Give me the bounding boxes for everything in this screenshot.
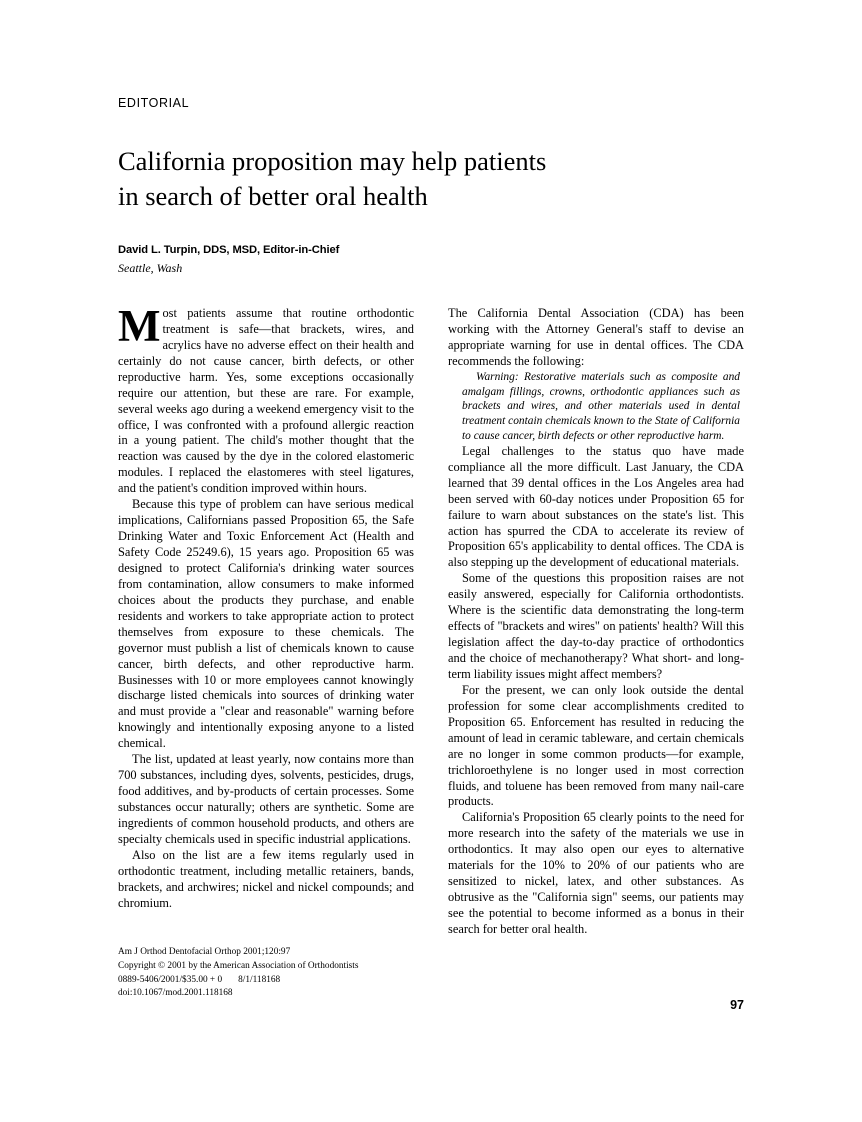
title-line-1: California proposition may help patients: [118, 146, 547, 176]
warning-blockquote: Warning: Restorative materials such as composite and amalgam fillings, crowns, orthodontic appliances such as brackets and wires, and other materials used in dental treatment contain chemicals known to the State of California to cause cancer, birth defects or other reproductive harm.: [462, 370, 740, 442]
drop-cap: M: [118, 300, 161, 351]
page-title: [118, 144, 744, 214]
author-affiliation: Seattle, Wash: [118, 260, 183, 275]
footer-copyright: Copyright © 2001 by the American Association of Orthodontists: [118, 960, 359, 971]
article-footer: [118, 946, 448, 1001]
footer-citation: Am J Orthod Dentofacial Orthop 2001;120:97: [118, 947, 291, 957]
paragraph: For the present, we can only look outside the dental profession for some clear accomplishments credited to Proposition 65. Enforcement has resulted in reducing the amount of lead in ceramic tableware, and certain chemicals are no longer in some common products—for example, trichloroethylene is no longer used in most correction fluids, and toluene has been removed from many nail-care products.: [448, 682, 744, 809]
paragraph: The California Dental Association (CDA) has been working with the Attorney General's staff to devise an appropriate warning for use in dental offices. The CDA recommends the following:: [448, 305, 744, 368]
paragraph: Some of the questions this proposition raises are not easily answered, especially for California orthodontists. Where is the scientific data demonstrating the long-term effects of "brackets and wires" on patients' health? Will this legislation affect the day-to-day practice of orthodontics and the choice of mechanotherapy? What short- and long-term liability issues might affect members?: [448, 571, 744, 681]
article-content: [118, 96, 744, 938]
page-number: 97: [730, 998, 744, 1012]
paragraph: Because this type of problem can have serious medical implications, Californians passed Proposition 65, the Safe Drinking Water and Toxic Enforcement Act (Health and Safety Code 25249.6), 15 years ago. Proposition 65 was designed to protect California's drinking water sources from contamination, allow consumers to make informed choices about the products they purchase, and enable residents and workers to take appropriate action to protect themselves from exposure to these chemicals. The governor must publish a list of chemicals known to cause cancer, birth defects, and other reproductive harm. Businesses with 10 or more employees cannot knowingly discharge listed chemicals into sources of drinking water and must provide a "clear and reasonable" warning before knowingly and intentionally exposing anyone to a listed chemical.: [118, 497, 414, 751]
footer-doi: doi:10.1067/mod.2001.118168: [118, 988, 233, 999]
footer-issn: 0889-5406/2001/$35.00 + 0: [118, 974, 223, 985]
paragraph: California's Proposition 65 clearly points to the need for more research into the safety of the materials we use in orthodontics. It may also open our eyes to alternative materials for the 10% to 20% of our patients who are sensitized to nickel, latex, and other substances. As obtrusive as the "California sign" seems, our patients may see the potential to become informed as a bonus in their search for better oral health.: [448, 810, 744, 936]
paragraph-text: ost patients assume that routine orthodontic treatment is safe—that brackets, wires, and acrylics have no adverse effect on their health and certainly do not cause cancer, birth defects, or other reproductive harm. Yes, some exceptions occasionally require our attention, but these are rare. For example, several weeks ago during a weekend emergency visit to the office, I was confronted with a profound allergic reaction in a young patient. The child's mother thought that the reaction was caused by the dye in the colored elastomeric modules. I replaced the elastomeres with steel ligatures, and the patient's condition improved within hours.: [118, 305, 414, 496]
title-line-2: in search of better oral health: [118, 180, 428, 211]
section-kicker: EDITORIAL: [118, 96, 190, 110]
footer-article-code: 8/1/118168: [238, 974, 281, 985]
footer-issn-line: [118, 974, 448, 988]
author-byline: David L. Turpin, DDS, MSD, Editor-in-Chief: [118, 243, 340, 256]
column-left: [118, 300, 414, 938]
paragraph: [118, 300, 414, 497]
column-right: [448, 306, 744, 938]
paragraph: Also on the list are a few items regularly used in orthodontic treatment, including metallic retainers, bands, brackets, and archwires; nickel and nickel compounds; and chromium.: [118, 847, 414, 910]
paragraph: The list, updated at least yearly, now contains more than 700 substances, including dyes, solvents, pesticides, drugs, food additives, and by-products of certain processes. Some substances occur naturally; others are synthetic. Some are ingredients of common household products, and others are specialty chemicals used in specific industrial applications.: [118, 752, 414, 846]
article-columns: [118, 300, 744, 938]
paragraph: Legal challenges to the status quo have made compliance all the more difficult. Last January, the CDA learned that 39 dental offices in the Los Angeles area had been served with 60-day notices under Proposition 65 for failure to warn about substances on the state's list. This action has spurred the CDA to accelerate its review of Proposition 65's applicability to dental offices. The CDA is also stepping up the development of educational materials.: [448, 443, 744, 570]
